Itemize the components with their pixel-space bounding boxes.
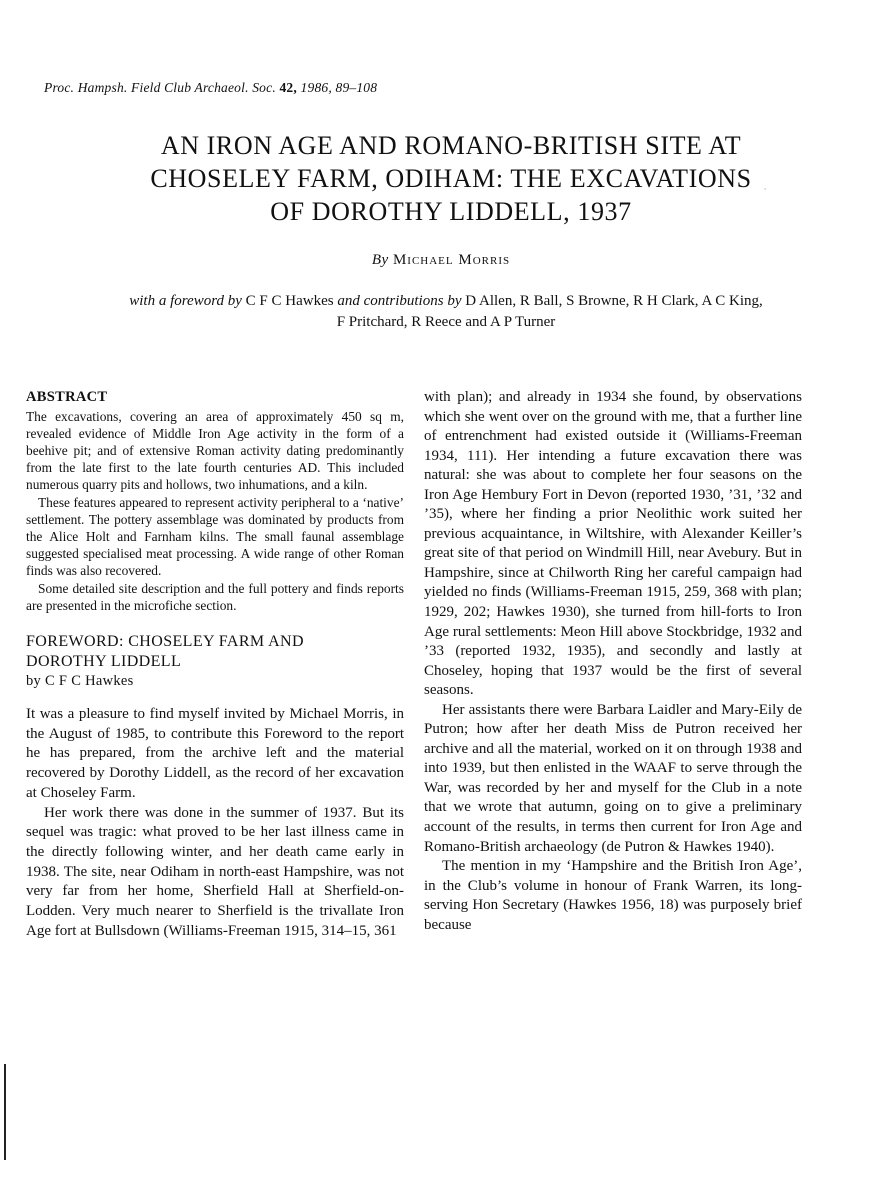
abstract-paragraph: These features appeared to represent activity peripheral to a ‘native’ settlement. The pottery assemblage was dominated by products from the Alice Holt and Farnham kilns. The small faunal assemblage suggested specialised meat processing. A wide range of other Roman finds was also recovered.: [26, 494, 404, 579]
author-name: Michael Morris: [392, 252, 511, 268]
body-paragraph: It was a pleasure to find myself invited by Michael Morris, in the August of 1985, to contribute this Foreword to the report he has prepared, from the archive left and the material recovered by Dorothy Liddell, as the record of her excavation at Choseley Farm.: [26, 706, 404, 801]
right-column: [424, 388, 802, 935]
foreword-heading-line: DOROTHY LIDDELL: [26, 653, 182, 671]
volume-number: 42,: [279, 80, 297, 95]
title-line: CHOSELEY FARM, ODIHAM: THE EXCAVATIONS: [150, 164, 752, 193]
body-paragraph: The mention in my ‘Hampshire and the British Iron Age’, in the Club’s volume in honour of Frank Warren, its long-serving Hon Secretary (Hawkes 1956, 18) was purposely brief because: [424, 858, 802, 933]
contributor-names-2: F Pritchard, R Reece and A P Turner: [336, 314, 556, 330]
title-line: AN IRON AGE AND ROMANO-BRITISH SITE AT: [160, 131, 742, 160]
body-paragraph: Her assistants there were Barbara Laidler and Mary-Eily de Putron; how after her death Miss de Putron received her archive and all the material, worked on it on through 1938 and into 1939, but then enlisted in the WAAF to serve through the War, was recorded by her and myself for the Club in a note that we wrote that autumn, going on to give a preliminary account of the results, in terms then current for Iron Age and Romano-British archaeology (de Putron & Hawkes 1940).: [424, 701, 802, 855]
contributions-label: and contributions by: [337, 293, 462, 309]
foreword-byline: by C F C Hawkes: [26, 673, 134, 690]
title-line: OF DOROTHY LIDDELL, 1937: [270, 197, 632, 226]
contributor-names-1: D Allen, R Ball, S Browne, R H Clark, A C King,: [465, 293, 763, 309]
running-head: [44, 80, 377, 96]
left-column: [26, 388, 404, 941]
contributors: [30, 291, 862, 333]
foreword-heading: [26, 632, 404, 672]
abstract-paragraph: The excavations, covering an area of approximately 450 sq m, revealed evidence of Middle Iron Age activity in the form of a beehive pit; and of extensive Roman activity dating predominantly from the late first to the late fourth centuries AD. This included numerous quarry pits and hollows, two inhumations, and a kiln.: [26, 408, 404, 493]
scan-speck: ∙: [764, 184, 767, 194]
foreword-author: C F C Hawkes: [245, 293, 334, 309]
foreword-heading-line: FOREWORD: CHOSELEY FARM AND: [26, 633, 304, 651]
article-byline: [0, 252, 882, 269]
journal-name: Proc. Hampsh. Field Club Archaeol. Soc.: [44, 80, 276, 95]
abstract-paragraph: Some detailed site description and the full pottery and finds reports are presented in the microfiche section.: [26, 580, 404, 613]
article-title: [40, 129, 862, 228]
foreword-label: with a foreword by: [129, 293, 242, 309]
body-paragraph: Her work there was done in the summer of 1937. But its sequel was tragic: what proved to be her last illness came in the directly following winter, and her death came early in 1938. The site, near Odiham in north-east Hampshire, was not very far from her home, Sherfield Hall at Sherfield-on-Lodden. Very much nearer to Sherfield is the trivallate Iron Age fort at Bullsdown (Williams-Freeman 1915, 314–15, 361: [26, 804, 404, 939]
body-paragraph: with plan); and already in 1934 she found, by observations which she went over on the ground with me, that a further line of entrenchment had existed outside it (Williams-Freeman 1934, 111). Her intending a future excavation there was natural: she was about to complete her four seasons on the Iron Age Hembury Fort in Devon (reported 1930, ’31, ’32 and ’35), where her finding a prior Neolithic work suited her previous acquaintance, in Wiltshire, with Alexander Keiller’s great site of that period on Windmill Hill, near Avebury. But in Hampshire, since at Chilworth Ring her careful campaign had yielded no finds (Williams-Freeman 1915, 259, 368 with plan; 1929, 202; Hawkes 1930), she turned from hill-forts to Iron Age rural settlements: Meon Hill above Stockbridge, 1932 and ’33 (reported 1932, 1935), and secondly and lastly at Choseley, hoping that 1937 would be the first of several seasons.: [424, 389, 802, 699]
abstract-heading: ABSTRACT: [26, 389, 108, 405]
by-label: By: [371, 252, 389, 268]
year-pages: 1986, 89–108: [300, 80, 378, 95]
contributors-line-1: [30, 291, 862, 312]
abstract-section: [26, 388, 404, 614]
scan-edge-line: [4, 1064, 6, 1160]
